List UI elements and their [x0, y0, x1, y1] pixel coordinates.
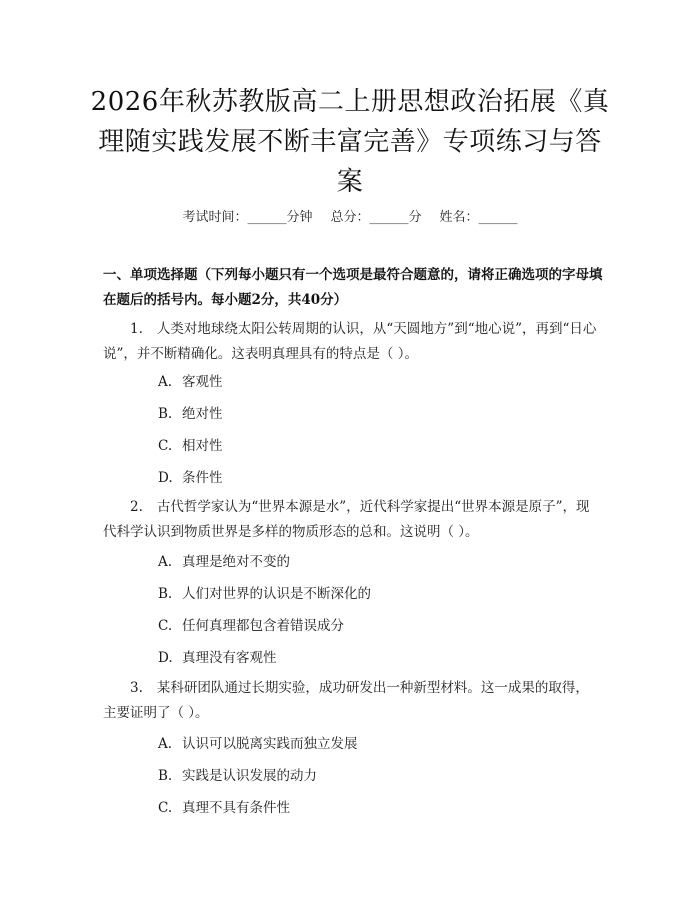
option-text: 人们对世界的认识是不断深化的: [182, 586, 371, 602]
option-letter: C.: [158, 438, 173, 454]
option-1a: [158, 370, 223, 390]
option-letter: B.: [158, 586, 173, 602]
question-text: 人类对地球绕太阳公转周期的认识，从“天圆地方”到“地心说”，再到“日心说”，并不断精确化。这表明真理具有的特点是（ ）。: [103, 321, 597, 362]
option-letter: B.: [158, 768, 173, 784]
question-3: [103, 676, 600, 726]
option-1d: [158, 466, 223, 486]
option-letter: A.: [158, 736, 173, 752]
option-letter: C.: [158, 618, 173, 634]
option-text: 真理没有客观性: [182, 650, 277, 666]
option-text: 相对性: [182, 438, 223, 454]
option-text: 客观性: [182, 374, 223, 390]
option-text: 条件性: [182, 470, 223, 486]
option-3c: [158, 796, 290, 816]
question-text: 某科研团队通过长期实验，成功研发出一种新型材料。这一成果的取得，主要证明了（ ）。: [103, 680, 589, 721]
option-letter: D.: [158, 470, 173, 486]
option-2b: [158, 582, 371, 602]
option-letter: B.: [158, 406, 173, 422]
option-3b: [158, 764, 317, 784]
option-text: 认识可以脱离实践而独立发展: [182, 736, 358, 752]
section-heading: 一、单项选择题（下列每小题只有一个选项是最符合题意的，请将正确选项的字母填在题后的括号内。每小题2分，共40分）: [103, 267, 603, 308]
question-number: 3.: [130, 680, 143, 696]
option-2c: [158, 614, 344, 634]
question-number: 1.: [130, 321, 143, 337]
option-text: 真理不具有条件性: [182, 800, 290, 816]
option-letter: C.: [158, 800, 173, 816]
document-title: 2026年秋苏教版高二上册思想政治拓展《真理随实践发展不断丰富完善》专项练习与答案: [90, 87, 610, 197]
option-2d: [158, 646, 277, 666]
option-3a: [158, 732, 358, 752]
question-number: 2.: [130, 499, 143, 515]
exam-meta: [0, 206, 700, 225]
option-letter: D.: [158, 650, 173, 666]
option-2a: [158, 550, 290, 570]
option-text: 真理是绝对不变的: [182, 554, 290, 570]
question-text: 古代哲学家认为“世界本源是水”，近代科学家提出“世界本源是原子”，现代科学认识到物质世界是多样的物质形态的总和。这说明（ ）。: [103, 499, 590, 540]
option-text: 实践是认识发展的动力: [182, 768, 317, 784]
option-text: 任何真理都包含着错误成分: [182, 618, 344, 634]
student-name: 姓名：______: [439, 210, 518, 225]
option-1b: [158, 402, 223, 422]
total-score: 总分：______分: [330, 210, 422, 225]
exam-time: 考试时间：______分钟: [182, 210, 313, 225]
question-2: [103, 495, 600, 545]
option-text: 绝对性: [182, 406, 223, 422]
question-1: [103, 317, 600, 367]
option-letter: A.: [158, 374, 173, 390]
option-letter: A.: [158, 554, 173, 570]
option-1c: [158, 434, 223, 454]
